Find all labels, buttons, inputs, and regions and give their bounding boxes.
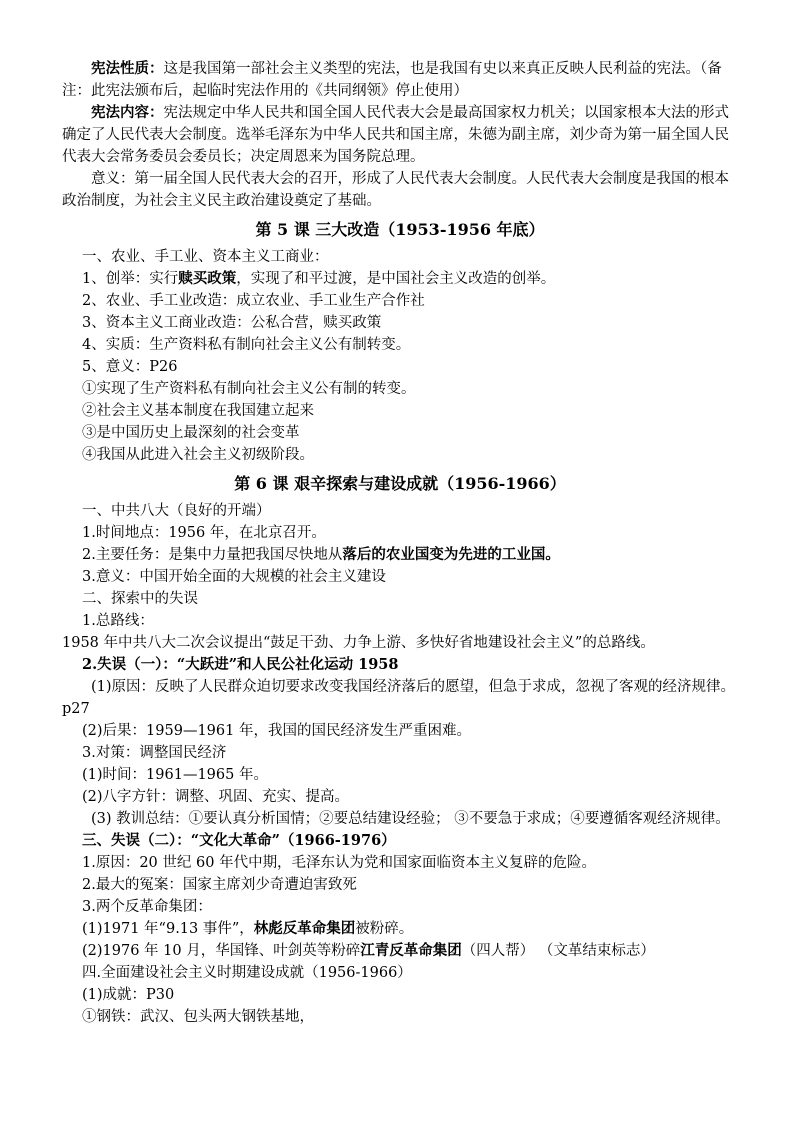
lesson6-line [62,940,738,962]
constitution-content-paragraph [62,102,738,168]
lesson6-line: 2.最大的冤案：国家主席刘少奇遭迫害致死 [82,877,357,893]
content-text: 宪法规定中华人民共和国全国人民代表大会是最高国家权力机关；以国家根本大法的形式确定了人民代表大会制度。选举毛泽东为中华人民共和国主席，朱德为副主席，刘少奇为第一届全国人民代表大会常务委员会委员长；决定周恩来为国务院总理。 [62,105,729,165]
lesson6-body [62,500,738,1028]
lesson6-title: 第 6 课 艰辛探索与建设成就（1956-1966） [234,474,566,493]
text-run: 1、创举：实行 [82,271,179,287]
lesson5-line: 3、资本主义工商业改造：公私合营，赎买政策 [82,315,382,331]
bold-term: 林彪反革命集团 [253,920,356,937]
lesson5-line: 5、意义：P26 [82,359,178,375]
lesson6-line: ①钢铁：武汉、包头两大钢铁基地， [82,1009,314,1025]
lesson6-line: (1)时间：1961—1965 年。 [82,767,268,783]
lesson5-title: 第 5 课 三大改造（1953-1956 年底） [255,220,545,239]
lesson5-line: 4、实质：生产资料私有制向社会主义公有制转变。 [82,337,411,353]
bold-term: 江青反革命集团 [360,942,462,959]
lesson6-line: (3) 教训总结：①要认真分析国情；②要总结建设经验； ③不要急于求成；④要遵循客观经济规律。 [91,811,730,827]
nature-text: 这是我国第一部社会主义类型的宪法，也是我国有史以来真正反映人民利益的宪法。（备注：此宪法颁布后，起临时宪法作用的《共同纲领》停止使用） [62,61,722,99]
lesson5-line: ④我国从此进入社会主义初级阶段。 [82,447,314,463]
text-run: (2)1976 年 10 月，华国锋、叶剑英等粉碎 [82,943,361,959]
lesson6-line: 四.全面建设社会主义时期建设成就（1956-1966） [82,965,412,981]
lesson5-line: ②社会主义基本制度在我国建立起来 [82,403,314,419]
lesson6-line: 一、中共八大（良好的开端） [82,503,271,519]
text-run: (1)1971 年“9.13 事件”， [82,921,254,937]
text-run: 被粉碎。 [355,921,414,937]
lesson6-line: 2.失误（一）：“大跃进”和人民公社化运动 1958 [82,656,399,673]
nature-label: 宪法性质： [91,60,164,77]
lesson5-line [62,268,738,290]
lesson6-line: 3.两个反革命集团： [82,899,212,915]
meaning-paragraph: 意义：第一届全国人民代表大会的召开，形成了人民代表大会制度。人民代表大会制度是我国的根本政治制度，为社会主义民主政治建设奠定了基础。 [62,171,729,209]
lesson5-line: 一、农业、手工业、资本主义工商业： [82,249,329,265]
bold-term: 落后的农业国变为先进的工业国。 [342,546,560,563]
text-run: 2.主要任务：是集中力量把我国尽快地从 [82,547,343,563]
lesson5-line: ①实现了生产资料私有制向社会主义公有制的转变。 [82,381,416,397]
lesson6-line: 3.意义：中国开始全面的大规模的社会主义建设 [82,569,386,585]
lesson6-line: (1)原因：反映了人民群众迫切要求改变我国经济落后的愿望，但急于求成，忽视了客观的经济规律。p27 [62,679,736,717]
lesson6-line: 1.原因：20 世纪 60 年代中期，毛泽东认为党和国家面临资本主义复辟的危险。 [82,855,597,871]
text-run: ，实现了和平过渡，是中国社会主义改造的创举。 [236,271,556,287]
lesson6-line: 二、探索中的失误 [82,591,198,607]
lesson5-line: ③是中国历史上最深刻的社会变革 [82,425,300,441]
constitution-nature-paragraph [62,58,738,102]
lesson5-line: 2、农业、手工业改造：成立农业、手工业生产合作社 [82,293,425,309]
lesson6-line: 1958 年中共八大二次会议提出“鼓足干劲、力争上游、多快好省地建设社会主义”的总路线。 [62,635,655,651]
lesson6-line: 三、失误（二）：“文化大革命”（1966-1976） [82,832,396,849]
text-run: （四人帮） （文革结束标志） [461,943,655,959]
lesson6-line [62,918,738,940]
lesson6-line [62,544,738,566]
lesson6-line: 3.对策：调整国民经济 [82,745,227,761]
content-label: 宪法内容： [91,104,164,121]
lesson6-line: 1.总路线： [82,613,154,629]
document-page [62,58,738,1028]
lesson6-line: 1.时间地点：1956 年，在北京召开。 [82,525,326,541]
lesson6-line: (2)后果：1959—1961 年，我国的国民经济发生严重困难。 [82,723,471,739]
lesson6-line: (2)八字方针：调整、巩固、充实、提高。 [82,789,350,805]
lesson6-line: (1)成就：P30 [82,987,175,1003]
bold-term: 赎买政策 [178,270,237,287]
lesson5-body [62,246,738,466]
